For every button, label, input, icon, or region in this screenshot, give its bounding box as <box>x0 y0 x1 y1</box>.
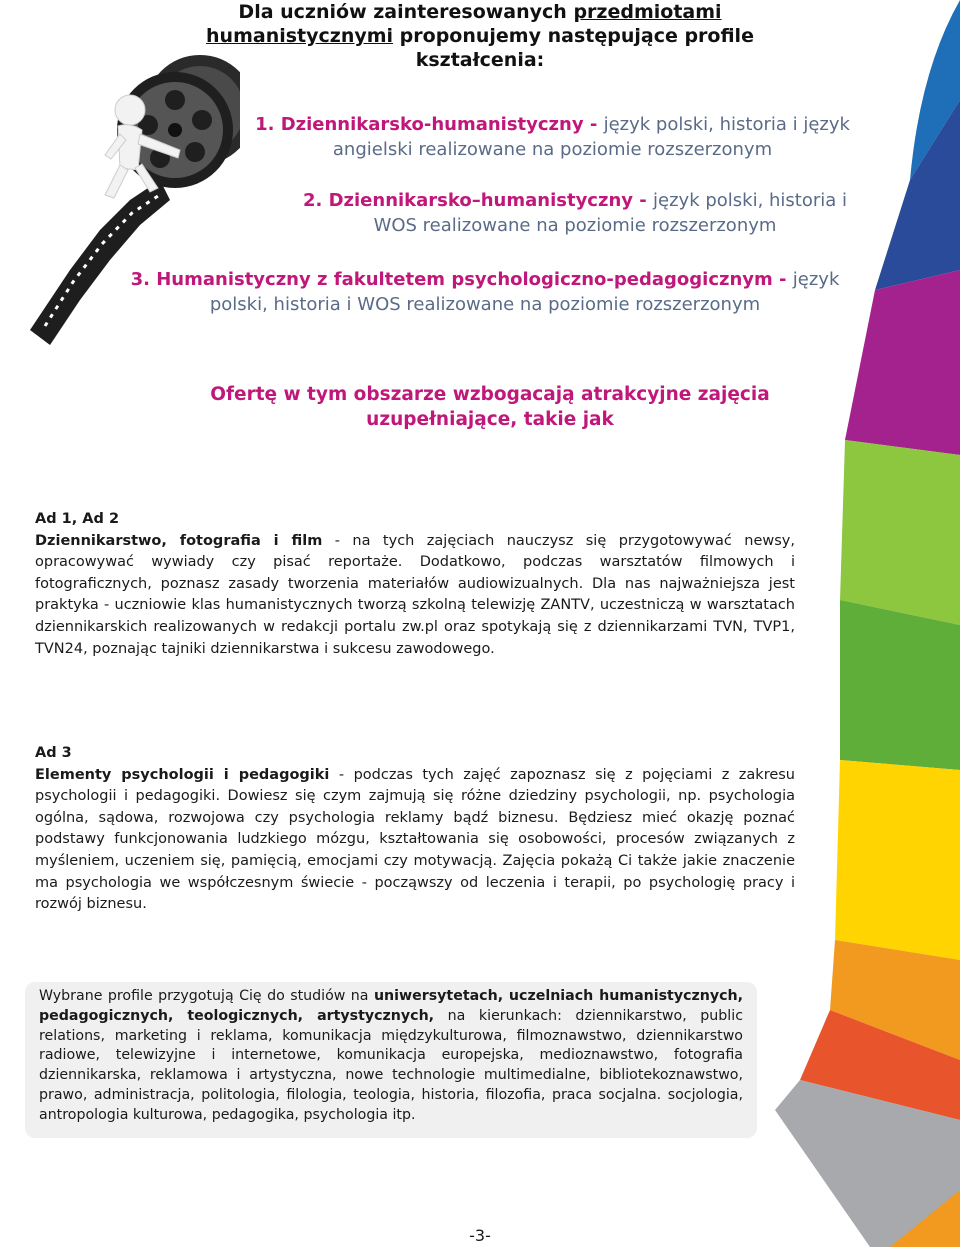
profile-item-2: 2. Dziennikarsko–humanistyczny - język polski, historia i WOS realizowane na poziomie rozszerzonym <box>302 190 848 236</box>
stripe-yellow <box>835 760 960 960</box>
section-ad-1-2 <box>35 509 795 660</box>
section-label: Ad 1, Ad 2 <box>35 511 120 527</box>
section-label: Ad 3 <box>35 745 72 761</box>
section-ad-3 <box>35 743 795 916</box>
page-heading: Dla uczniów zainteresowanych przedmiotami humanistycznymi proponujemy następujące profile kształcenia: <box>206 1 754 71</box>
stripe-green <box>840 600 960 770</box>
stripe-light-green <box>840 440 960 625</box>
section-subject: Dziennikarstwo, fotografia i film <box>35 532 323 549</box>
page-number: -3- <box>469 1226 491 1245</box>
section-subject: Elementy psychologii i pedagogiki <box>35 766 330 783</box>
profile-item-1: 1. Dziennikarsko-humanistyczny - język polski, historia i język angielski realizowane na poziomie rozszerzonym <box>255 114 850 160</box>
stripe-purple <box>845 270 960 455</box>
studies-info-box: Wybrane profile przygotują Cię do studiów na uniwersytetach, uczelniach humanistycznych, pedagogicznych, teologicznych, artystycznych, na kierunkach: dziennikarstwo, public relations, marketing i reklama, komunikacja międzykulturowa, filmoznawstwo, dziennikarstwo radiowe, telewizyjne i internetowe, komunikacja europejska, medioznawstwo, fotografia dziennikarska, reklamowa i artystyczna, nowe technologie multimedialne, bibliotekoznawstwo, prawo, administracja, politologia, filologia, teologia, historia, filozofia, praca socjalna. socjologia, antropologia kulturowa, pedagogika, psychologia itp. <box>25 982 757 1138</box>
offer-heading: Ofertę w tym obszarze wzbogacają atrakcyjne zajęcia uzupełniające, takie jak <box>210 384 770 430</box>
section-body: - podczas tych zajęć zapoznasz się z pojęciami z zakresu psychologii i pedagogiki. Dowiesz się czym zajmują się różne dziedziny psychologii, np. psychologia ogólna, sądowa, rozwojowa czy psychologia reklamy bądź biznesu. Będziesz mieć okazję poznać podstawy funkcjonowania ludzkiego mózgu, kształtowania się osobowości, procesów związanych z myśleniem, uczeniem się, pamięcią, emocjami czy motywacją. Zajęcia pokażą Ci także jakie znaczenie ma psychologia we współczesnym świecie - począwszy od leczenia i terapii, po psychologię pracy i rozwój biznesu. <box>35 766 796 913</box>
profile-item-3: 3. Humanistyczny z fakultetem psychologiczno-pedagogicznym - język polski, historia i WOS realizowane na poziomie rozszerzonym <box>130 269 840 315</box>
film-strip <box>30 180 170 345</box>
section-body: - na tych zajęciach nauczysz się przygotowywać newsy, opracowywać wywiady czy pisać reportaże. Dodatkowo, podczas warsztatów filmowych i fotograficznych, poznasz zasady tworzenia materiałów audiowizualnych. Dla nas najważniejsza jest praktyka - uczniowie klas humanistycznych tworzą szkolną telewizję ZANTV, uczestniczą w warsztatach dziennikarskich realizowanych w redakcji portalu zw.pl oraz spotykają się z dziennikarzami TVN, TVP1, TVN24, poznając tajniki dziennikarstwa i sukcesu zawodowego. <box>35 532 795 657</box>
